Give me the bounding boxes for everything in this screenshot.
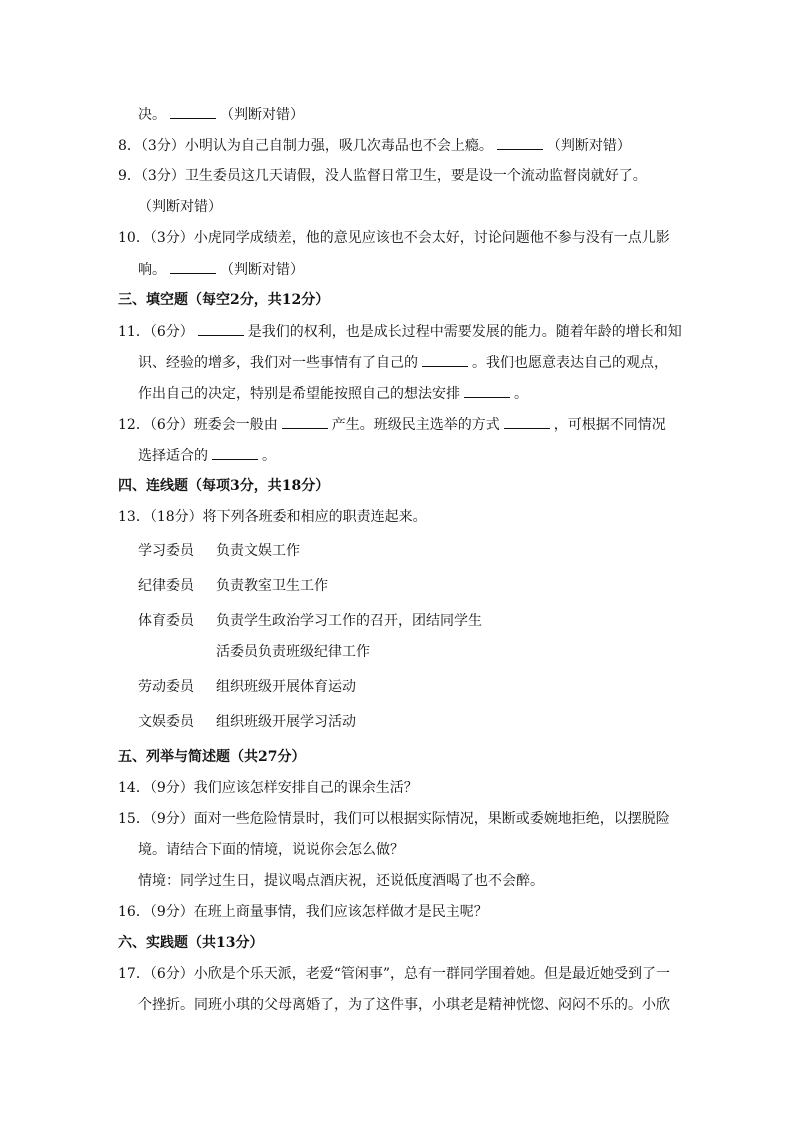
answer-blank[interactable] (464, 385, 510, 398)
match-left-item[interactable]: 体育委员 (138, 613, 194, 629)
question-10-line2: 响。 （判断对错） (138, 262, 304, 278)
match-left-item[interactable]: 劳动委员 (138, 679, 194, 695)
question-15-scenario: 情境：同学过生日，提议喝点酒庆祝，还说低度酒喝了也不会醉。 (138, 873, 544, 889)
question-15-line1: 15．（9分）面对一些危险情景时，我们可以根据实际情况，果断或委婉地拒绝，以摆脱险 (118, 811, 670, 827)
answer-blank[interactable] (497, 137, 543, 150)
match-right-item[interactable]: 组织班级开展学习活动 (216, 714, 356, 730)
q7-continuation: 决。 （判断对错） (138, 107, 304, 123)
question-17-line1: 17．（6分）小欣是个乐天派，老爱“管闲事”，总有一群同学围着她。但是最近她受到了一 (118, 966, 671, 982)
match-left-item[interactable]: 文娱委员 (138, 714, 194, 730)
match-right-item[interactable]: 负责学生政治学习工作的召开，团结同学生 (216, 613, 482, 629)
answer-blank[interactable] (170, 261, 216, 274)
match-right-item[interactable]: 负责教室卫生工作 (216, 578, 328, 594)
match-right-item[interactable]: 活委员负责班级纪律工作 (216, 644, 370, 660)
question-17-line2: 个挫折。同班小琪的父母离婚了，为了这件事，小琪老是精神恍惚、闷闷不乐的。小欣 (138, 997, 670, 1013)
match-left-item[interactable]: 纪律委员 (138, 578, 194, 594)
answer-blank[interactable] (212, 447, 258, 460)
answer-blank[interactable] (282, 416, 328, 429)
answer-blank[interactable] (504, 416, 550, 429)
section-6-heading: 六、实践题（共13分） (118, 935, 264, 951)
question-14: 14．（9分）我们应该怎样安排自己的课余生活？ (118, 780, 418, 796)
question-9-line2: （判断对错） (138, 199, 222, 215)
question-11-line1: 11．（6分） 是我们的权利，也是成长过程中需要发展的能力。随着年龄的增长和知 (118, 324, 682, 340)
section-5-heading: 五、列举与简述题（共27分） (118, 749, 306, 765)
question-11-line3: 作出自己的决定，特别是希望能按照自己的想法安排 。 (138, 386, 528, 402)
answer-blank[interactable] (422, 354, 468, 367)
match-right-item[interactable]: 组织班级开展体育运动 (216, 679, 356, 695)
question-13-stem: 13．（18分）将下列各班委和相应的职责连起来。 (118, 509, 427, 525)
section-4-heading: 四、连线题（每项3分，共18分） (118, 478, 330, 494)
question-11-line2: 识、经验的增多，我们对一些事情有了自己的 。我们也愿意表达自己的观点， (138, 355, 668, 371)
question-16: 16．（9分）在班上商量事情，我们应该怎样做才是民主呢？ (118, 904, 488, 920)
question-8: 8．（3分）小明认为自己自制力强，吸几次毒品也不会上瘾。 （判断对错） (118, 138, 631, 154)
answer-blank[interactable] (198, 323, 244, 336)
match-left-item[interactable]: 学习委员 (138, 543, 194, 559)
question-9-line1: 9．（3分）卫生委员这几天请假，没人监督日常卫生，要是设一个流动监督岗就好了。 (118, 168, 647, 184)
answer-blank[interactable] (170, 106, 216, 119)
question-10-line1: 10．（3分）小虎同学成绩差，他的意见应该也不会太好，讨论问题他不参与没有一点儿影 (118, 230, 670, 246)
match-right-item[interactable]: 负责文娱工作 (216, 543, 300, 559)
section-3-heading: 三、填空题（每空2分，共12分） (118, 292, 330, 308)
question-12-line2: 选择适合的 。 (138, 448, 276, 464)
question-15-line2: 境。请结合下面的情境，说说你会怎么做？ (138, 842, 404, 858)
question-12-line1: 12．（6分）班委会一般由 产生。班级民主选举的方式 ，可根据不同情况 (118, 417, 666, 433)
